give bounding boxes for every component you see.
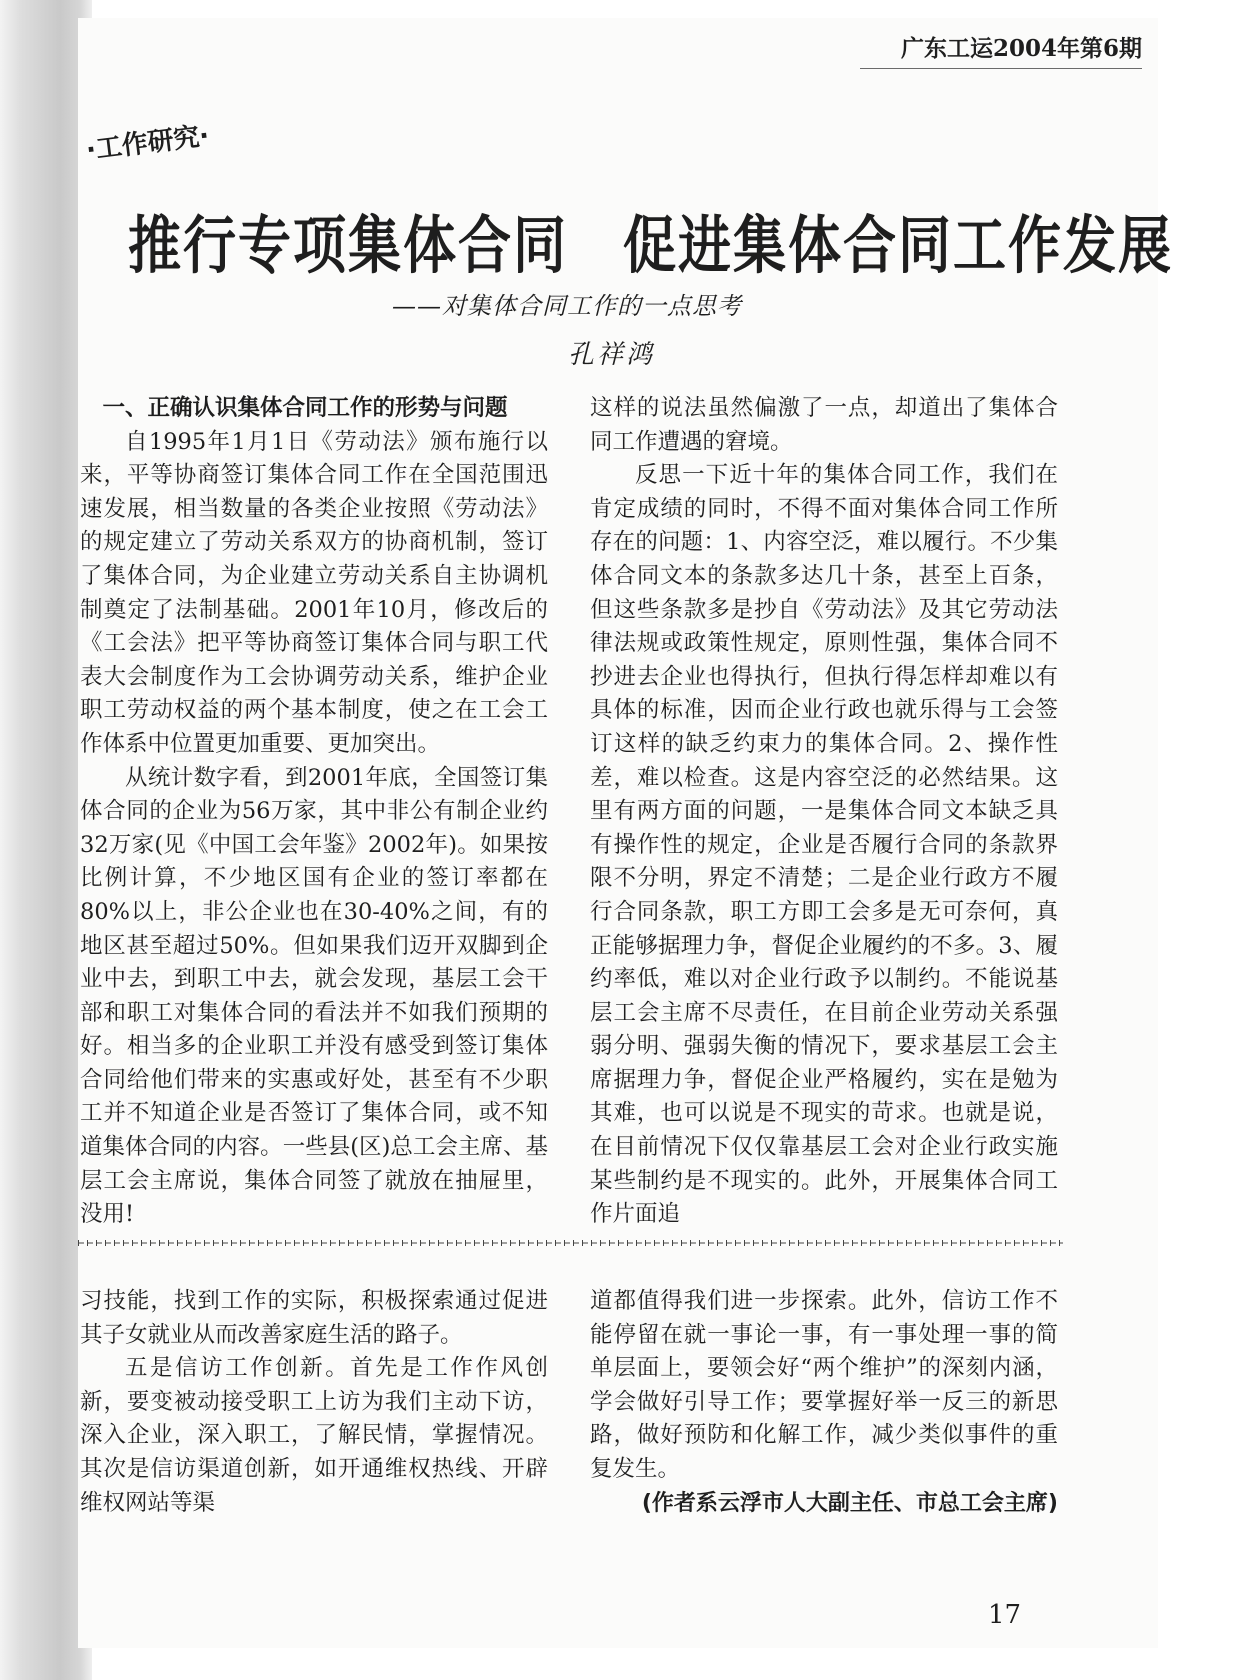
paragraph: 反思一下近十年的集体合同工作，我们在肯定成绩的同时，不得不面对集体合同工作所存在的问题：1、内容空泛，难以履行。不少集体合同文本的条款多达几十条，甚至上百条，但这些条款多是抄自《劳动法》及其它劳动法律法规或政策性规定，原则性强，集体合同不抄进去企业也得执行，但执行得怎样却难以有具体的标准，因而企业行政也就乐得与工会签订这样的缺乏约束力的集体合同。2、操作性差，难以检查。这是内容空泛的必然结果。这里有两方面的问题，一是集体合同文本缺乏具有操作性的规定，企业是否履行合同的条款界限不分明，界定不清楚；二是企业行政方不履行合同条款，职工方即工会多是无可奈何，真正能够据理力争，督促企业履约的不多。3、履约率低，难以对企业行政予以制约。不能说基层工会主席不尽责任，在目前企业劳动关系强弱分明、强弱失衡的情况下，要求基层工会主席据理力争，督促企业严格履约，实在是勉为其难，也可以说是不现实的苛求。也就是说，在目前情况下仅仅靠基层工会对企业行政实施某些制约是不现实的。此外，开展集体合同工作片面追 (590, 462, 1058, 1228)
section-heading: 一、正确认识集体合同工作的形势与问题 (102, 395, 508, 421)
paragraph: 五是信访工作创新。首先是工作作风创新，要变被动接受职工上访为我们主动下访，深入企业，深入职工，了解民情，掌握情况。其次是信访渠道创新，如开通维权热线、开辟维权网站等渠 (80, 1355, 548, 1516)
article-author: 孔祥鸿 (568, 340, 656, 370)
page-number: 17 (988, 1600, 1022, 1630)
article-title: 推行专项集体合同 促进集体合同工作发展 (128, 210, 1173, 283)
paragraph: 道都值得我们进一步探索。此外，信访工作不能停留在就一事论一事，有一事处理一事的简单层面上，要领会好“两个维护”的深刻内涵，学会做好引导工作；要掌握好举一反三的新思路，做好预防和化解工作，减少类似事件的重复发生。 (590, 1288, 1058, 1482)
body-column-lower-left (80, 1285, 548, 1520)
body-column-lower-right (590, 1285, 1058, 1520)
section-tag: ·工作研究· (84, 121, 211, 166)
journal-header: 广东工运2004年第6期 (900, 35, 1142, 62)
body-column-upper-right (590, 392, 1058, 1232)
article-subtitle: ——对集体合同工作的一点思考 (392, 292, 742, 320)
author-affiliation: (作者系云浮市人大副主任、市总工会主席) (641, 1490, 1058, 1516)
paragraph: 自1995年1月1日《劳动法》颁布施行以来，平等协商签订集体合同工作在全国范围迅速发展，相当数量的各类企业按照《劳动法》的规定建立了劳动关系双方的协商机制，签订了集体合同，为企业建立劳动关系自主协调机制奠定了法制基础。2001年10月，修改后的《工会法》把平等协商签订集体合同与职工代表大会制度作为工会协调劳动关系，维护企业职工劳动权益的两个基本制度，使之在工会工作体系中位置更加重要、更加突出。 (80, 428, 548, 757)
paragraph: 这样的说法虽然偏激了一点，却道出了集体合同工作遭遇的窘境。 (590, 395, 1058, 455)
header-rule (860, 68, 1142, 69)
body-column-upper-left (80, 392, 548, 1232)
paragraph: 习技能，找到工作的实际，积极探索通过促进其子女就业从而改善家庭生活的路子。 (80, 1288, 548, 1348)
paragraph: 从统计数字看，到2001年底，全国签订集体合同的企业为56万家，其中非公有制企业约32万家(见《中国工会年鉴》2002年)。如果按比例计算，不少地区国有企业的签订率都在80%以上，非公企业也在30-40%之间，有的地区甚至超过50%。但如果我们迈开双脚到企业中去，到职工中去，就会发现，基层工会干部和职工对集体合同的看法并不如我们预期的好。相当多的企业职工并没有感受到签订集体合同给他们带来的实惠或好处，甚至有不少职工并不知道企业是否签订了集体合同，或不知道集体合同的内容。一些县(区)总工会主席、基层工会主席说，集体合同签了就放在抽屉里，没用! (80, 764, 548, 1228)
article-separator (78, 1240, 1063, 1246)
